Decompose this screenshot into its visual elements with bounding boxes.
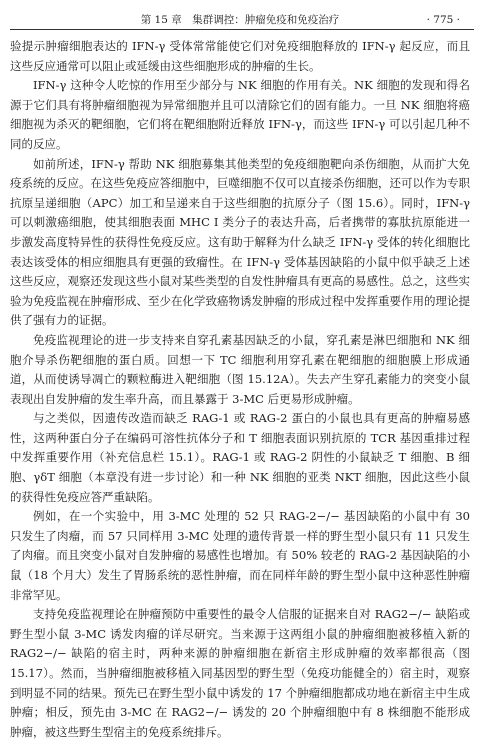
paragraph: 免疫监视理论的进一步支持来自穿孔素基因缺乏的小鼠，穿孔素是淋巴细胞和 NK 细胞介导杀伤靶细胞的蛋白质。回想一下 TC 细胞利用穿孔素在靶细胞的细胞膜上形成通道，从而使诱导凋亡的颗粒酶进入靶细胞（图 15.12A）。失去产生穿孔素能力的突变小鼠表现出自发肿瘤的发生率升高，而且暴露于 3-MC 后更易形成肿瘤。 [10, 332, 470, 406]
header-divider [10, 29, 474, 30]
paragraph: 如前所述，IFN-γ 帮助 NK 细胞募集其他类型的免疫细胞靶向杀伤细胞，从而扩大免疫系统的反应。在这些免疫应答细胞中，巨噬细胞不仅可以直接杀伤细胞，还可以作为专职抗原呈递细胞（APC）加工和呈递来自于这些细胞的抗原分子（图 15.6）。同时，IFN-γ 可以刺激癌细胞，使其细胞表面 MHC I 类分子的表达升高，后者携带的寡肽抗原能进一步激发高度特异性的获得性免疫反应。这有助于解释为什么缺乏 IFN-γ 受体的转化细胞比表达该受体的相应细胞具有更强的致瘤性。在 IFN-γ 受体基因缺陷的小鼠中似乎缺乏上述这些反应，观察还发现这些小鼠对某些类型的自发性肿瘤具有更高的易感性。总之，这些实验为免疫监视在肿瘤形成、至少在化学致癌物诱发肿瘤的形成过程中发挥重要作用的理论提供了强有力的证据。 [10, 156, 470, 328]
running-header [20, 13, 460, 29]
paragraph: 支持免疫监视理论在肿瘤预防中重要性的最令人信服的证据来自对 RAG2−/− 缺陷或野生型小鼠 3-MC 诱发肉瘤的详尽研究。当来源于这两组小鼠的肿瘤细胞被移植入新的 RAG2−/− 缺陷的宿主时，两种来源的肿瘤细胞在新宿主形成肿瘤的效率都很高（图 15.17）。然而，当肿瘤细胞被移植入同基因型的野生型（免疫功能健全的）宿主时，观察到明显不同的结果。预先已在野生型小鼠中诱发的 17 个肿瘤细胞都成功地在新宿主中生成肿瘤；相反，预先由 3-MC 在 RAG2−/− 诱发的 20 个肿瘤细胞中有 8 株细胞不能形成肿瘤，被这些野生型宿主的免疫系统排斥。 [10, 607, 470, 739]
page-number: · 775 · [426, 14, 460, 26]
paragraph: 验提示肿瘤细胞表达的 IFN-γ 受体常常能使它们对免疫细胞释放的 IFN-γ 起反应，而且这些反应通常可以阻止或延缓由这些细胞形成的肿瘤的生长。 [10, 39, 470, 73]
paragraph: 例如，在一个实验中，用 3-MC 处理的 52 只 RAG-2−/− 基因缺陷的小鼠中有 30 只发生了肉瘤，而 57 只同样用 3-MC 处理的遗传背景一样的野生型小鼠只有 11 只发生了肉瘤。而且突变小鼠对自发肿瘤的易感性也增加。有 50% 较老的 RAG-2 基因缺陷的小鼠（18 个月大）发生了胃肠系统的恶性肿瘤，而在同样年龄的野生型小鼠中这种恶性肿瘤非常罕见。 [10, 509, 470, 602]
paragraph: IFN-γ 这种令人吃惊的作用至少部分与 NK 细胞的作用有关。NK 细胞的发现和得名源于它们具有将肿瘤细胞视为异常细胞并且可以清除它们的固有能力。一旦 NK 细胞将癌细胞视为杀灭的靶细胞，它们将在靶细胞附近释放 IFN-γ，而这些 IFN-γ 可以引起几种不同的反应。 [10, 78, 470, 151]
chapter-title: 第 15 章 集群调控：肿瘤免疫和免疫治疗 [140, 14, 340, 26]
paragraph: 与之类似，因遗传改造而缺乏 RAG-1 或 RAG-2 蛋白的小鼠也具有更高的肿瘤易感性，这两种蛋白分子在编码可溶性抗体分子和 T 细胞表面识别抗原的 TCR 基因重排过程中发挥重要作用（补充信息栏 15.1）。RAG-1 或 RAG-2 阴性的小鼠缺乏 T 细胞、B 细胞、γδT 细胞（本章没有进一步讨论）和一种 NK 细胞的亚类 NKT 细胞，因此这些小鼠的获得性免疫应答严重缺陷。 [10, 411, 471, 504]
body-text [10, 37, 470, 742]
